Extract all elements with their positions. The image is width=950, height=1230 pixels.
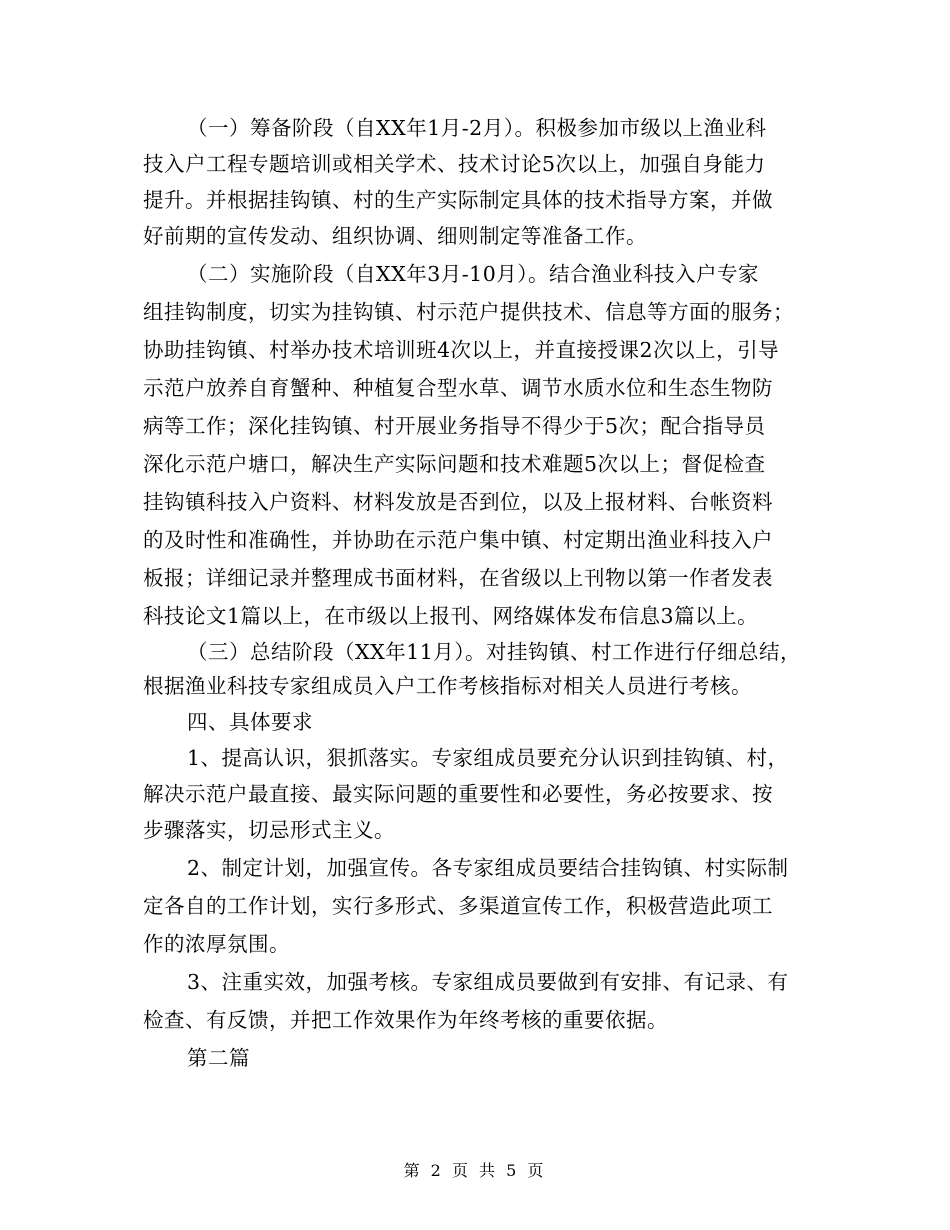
text-line: 1、提高认识，狠抓落实。专家组成员要充分认识到挂钩镇、村， [187, 746, 789, 770]
text-line: 作的浓厚氛围。 [143, 932, 290, 956]
text-line: 深化示范户塘口，解决生产实际问题和技术难题5次以上；督促检查 [143, 452, 766, 476]
text-line: 技入户工程专题培训或相关学术、技术讨论5次以上，加强自身能力 [143, 152, 766, 176]
text-line: 3、注重实效，加强考核。专家组成员要做到有安排、有记录、有 [187, 970, 789, 994]
text-line: 检查、有反馈，并把工作效果作为年终考核的重要依据。 [143, 1008, 668, 1032]
text-line: 解决示范户最直接、最实际问题的重要性和必要性，务必按要求、按 [143, 782, 773, 806]
text-line: 根据渔业科技专家组成员入户工作考核指标对相关人员进行考核。 [143, 674, 752, 698]
text-line: （一）筹备阶段（自XX年1月-2月）。积极参加市级以上渔业科 [187, 116, 767, 140]
text-line: 示范户放养自育蟹种、种植复合型水草、调节水质水位和生态生物防 [143, 376, 773, 400]
text-line: （三）总结阶段（XX年11月）。对挂钩镇、村工作进行仔细总结， [187, 640, 802, 664]
text-line: 步骤落实，切忌形式主义。 [143, 818, 395, 842]
text-line: 提升。并根据挂钩镇、村的生产实际制定具体的技术指导方案，并做 [143, 188, 773, 212]
text-line: 好前期的宣传发动、组织协调、细则制定等准备工作。 [143, 224, 647, 248]
text-line: 科技论文1篇以上，在市级以上报刊、网络媒体发布信息3篇以上。 [143, 604, 759, 628]
text-line: 定各自的工作计划，实行多形式、多渠道宣传工作，积极营造此项工 [143, 894, 773, 918]
text-line: 板报；详细记录并整理成书面材料，在省级以上刊物以第一作者发表 [143, 566, 773, 590]
text-line: 病等工作；深化挂钩镇、村开展业务指导不得少于5次；配合指导员 [143, 414, 766, 438]
page-footer: 第 2 页 共 5 页 [403, 1161, 547, 1180]
text-line: 2、制定计划，加强宣传。各专家组成员要结合挂钩镇、村实际制 [187, 856, 789, 880]
section-heading: 第二篇 [187, 1046, 250, 1070]
section-heading: 四、具体要求 [187, 710, 313, 734]
text-line: 挂钩镇科技入户资料、材料发放是否到位，以及上报材料、台帐资料 [143, 490, 773, 514]
text-line: 协助挂钩镇、村举办技术培训班4次以上，并直接授课2次以上，引导 [143, 338, 780, 362]
text-line: （二）实施阶段（自XX年3月-10月）。结合渔业科技入户专家 [187, 262, 759, 286]
text-line: 的及时性和准确性，并协助在示范户集中镇、村定期出渔业科技入户 [143, 528, 773, 552]
text-line: 组挂钩制度，切实为挂钩镇、村示范户提供技术、信息等方面的服务； [143, 300, 794, 324]
